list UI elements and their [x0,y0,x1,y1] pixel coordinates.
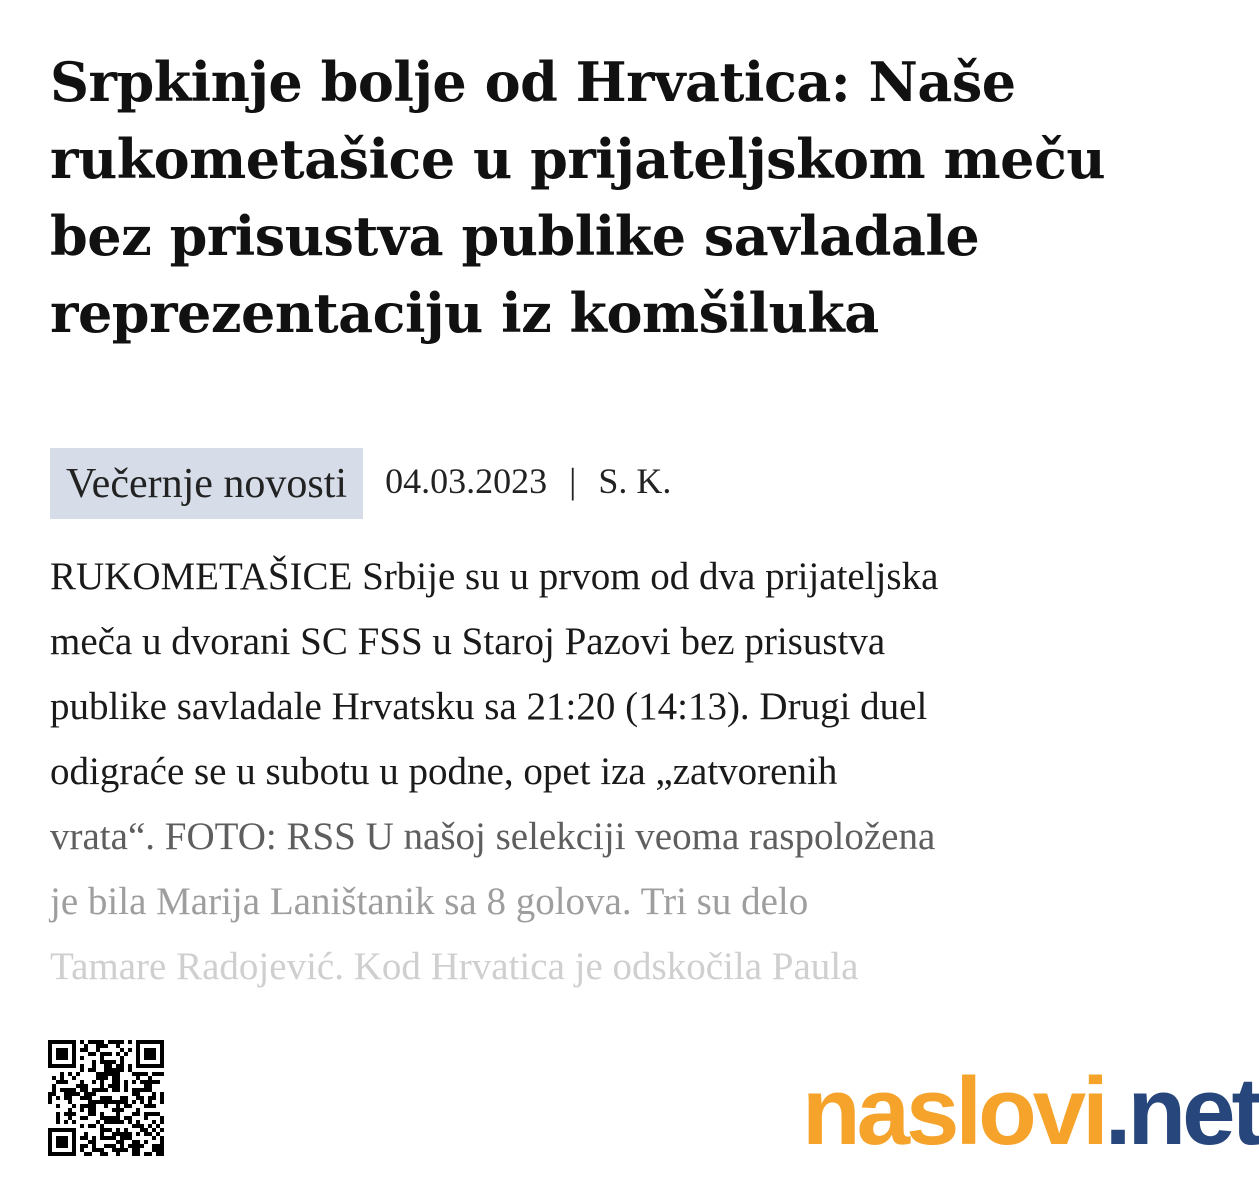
body-line: odigraće se u subotu u podne, opet iza „zatvorenih [50,750,838,793]
body-line: je bila Marija Laništanik sa 8 golova. Tri su delo [50,880,809,923]
meta-separator: | [569,461,577,501]
qr-code-icon[interactable] [48,1040,164,1156]
body-line: vrata“. FOTO: RSS U našoj selekciji veoma raspoložena [50,815,936,858]
naslovi-net-logo[interactable] [802,1056,1259,1168]
body-line: publike savladale Hrvatsku sa 21:20 (14:13). Drugi duel [50,685,928,728]
article-headline: Srpkinje bolje od Hrvatica: Naše rukometašice u prijateljskom meču bez prisustva publike savladale reprezentaciju iz komšiluka [50,50,1106,345]
logo-part-net: .net [1104,1058,1259,1165]
article-author: S. K. [598,461,672,501]
body-line: meča u dvorani SC FSS u Staroj Pazovi bez prisustva [50,620,886,663]
logo-part-naslovi: naslovi [802,1058,1105,1165]
article-date: 04.03.2023 [385,461,548,501]
article-meta [50,448,671,519]
source-badge[interactable]: Večernje novosti [50,448,363,519]
body-line: Tamare Radojević. Kod Hrvatica je odskočila Paula [50,945,859,988]
body-line: RUKOMETAŠICE Srbije su u prvom od dva prijateljska [50,555,939,598]
article-body [50,544,1160,999]
